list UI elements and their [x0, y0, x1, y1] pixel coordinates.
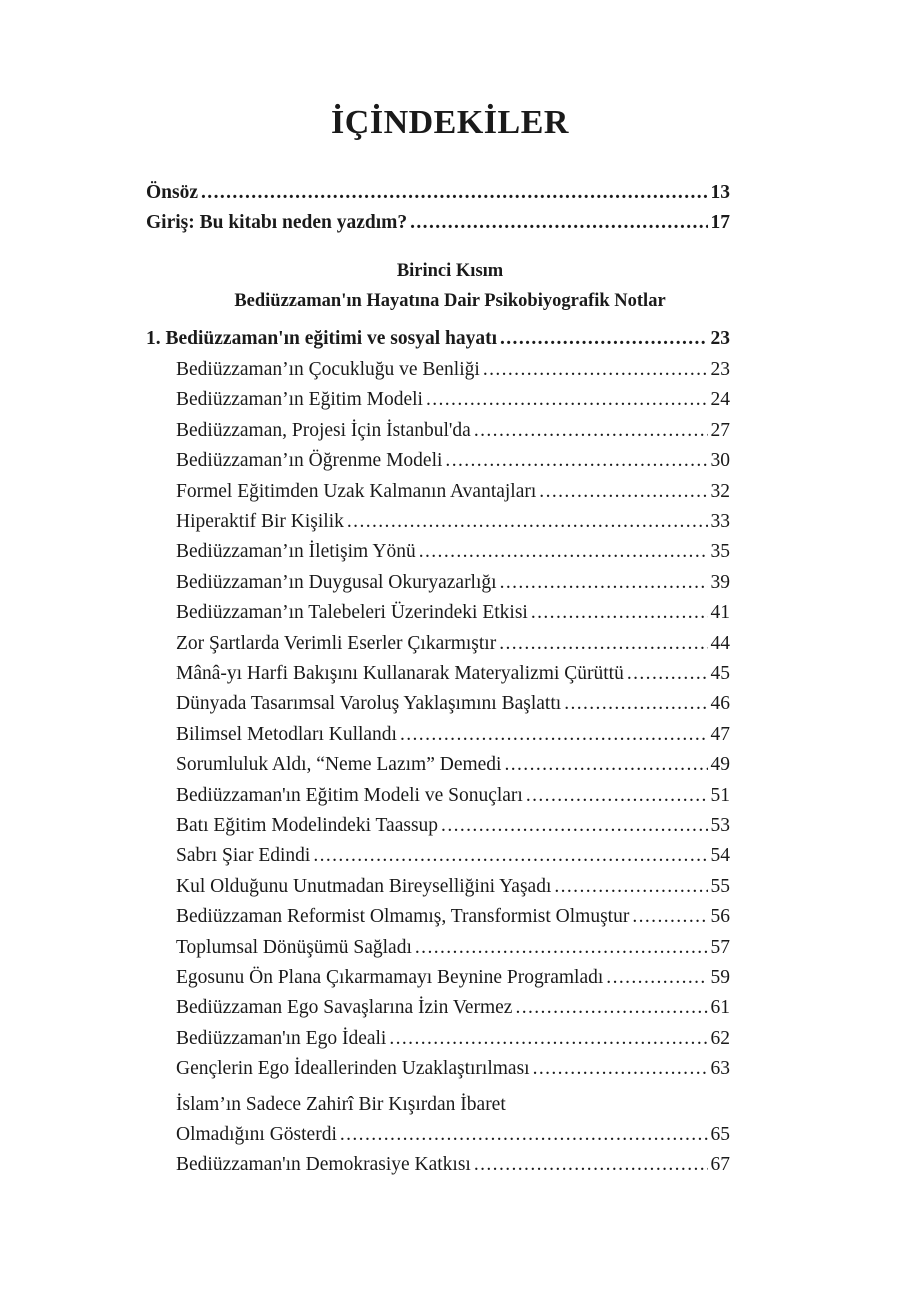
toc-page-number: 55: [710, 875, 730, 897]
toc-entry-label: Egosunu Ön Plana Çıkarmamayı Beynine Programladı: [176, 967, 604, 988]
toc-entry[interactable]: [176, 1024, 730, 1054]
toc-entry-label: Kul Olduğunu Unutmadan Bireyselliğini Yaşadı: [176, 875, 552, 897]
toc-entry[interactable]: [176, 598, 730, 628]
toc-entry[interactable]: [176, 477, 730, 507]
toc-chapter-1[interactable]: [146, 324, 730, 354]
toc-entry-label: Bediüzzaman’ın Talebeleri Üzerindeki Etkisi: [176, 602, 528, 624]
toc-entry-label: Bilimsel Metodları Kullandı: [176, 723, 397, 745]
toc-entry[interactable]: [176, 993, 730, 1023]
toc-page-number: 17: [710, 212, 730, 233]
dot-leader: [504, 750, 707, 780]
toc-entry-label: Bediüzzaman Ego Savaşlarına İzin Vermez: [176, 997, 513, 1019]
dot-leader: [474, 1150, 708, 1180]
toc-entry-label: Giriş: Bu kitabı neden yazdım?: [146, 212, 408, 233]
toc-entry-label: Sabrı Şiar Edindi: [176, 845, 311, 867]
toc-entry-label: Olmadığını Gösterdi: [176, 1124, 337, 1145]
toc-page-number: 59: [710, 967, 730, 988]
toc-page-number: 46: [710, 693, 730, 715]
dot-leader: [564, 689, 707, 719]
dot-leader: [533, 1054, 708, 1084]
toc-entry-label: Hiperaktif Bir Kişilik: [176, 511, 344, 532]
dot-leader: [531, 598, 708, 628]
toc-entry-label: Bediüzzaman, Projesi İçin İstanbul'da: [176, 419, 471, 441]
toc-page-number: 27: [710, 419, 730, 441]
dot-leader: [539, 477, 707, 507]
dot-leader: [419, 537, 708, 567]
toc-entry[interactable]: [176, 689, 730, 719]
toc-entry-label: Bediüzzaman’ın Öğrenme Modeli: [176, 450, 443, 472]
toc-entry-label: Bediüzzaman’ın Eğitim Modeli: [176, 389, 423, 411]
dot-leader: [606, 963, 707, 993]
dot-leader: [483, 355, 708, 385]
dot-leader: [499, 629, 707, 659]
toc-entry[interactable]: [176, 659, 730, 689]
dot-leader: [500, 568, 708, 598]
dot-leader: [400, 720, 708, 750]
toc-entry-label: Gençlerin Ego İdeallerinden Uzaklaştırılması: [176, 1058, 530, 1080]
dot-leader: [441, 811, 707, 841]
toc-entry[interactable]: [176, 841, 730, 871]
toc-page-number: 41: [710, 602, 730, 624]
toc-entry-label: Toplumsal Dönüşümü Sağladı: [176, 936, 412, 958]
dot-leader: [201, 178, 707, 208]
toc-entry-label: Zor Şartlarda Verimli Eserler Çıkarmıştır: [176, 632, 497, 654]
toc-entry[interactable]: [176, 507, 730, 537]
toc-page-number: 35: [710, 541, 730, 563]
toc-entry[interactable]: [176, 811, 730, 841]
toc-entry[interactable]: [176, 933, 730, 963]
toc-page-number: 30: [710, 450, 730, 472]
dot-leader: [445, 446, 707, 476]
toc-entry-label: Bediüzzaman’ın Çocukluğu ve Benliği: [176, 359, 480, 380]
toc-page-number: 44: [710, 632, 730, 654]
toc-entry-label: Batı Eğitim Modelindeki Taassup: [176, 815, 439, 836]
toc-page-number: 23: [710, 328, 730, 349]
toc-entry[interactable]: [176, 629, 730, 659]
toc-page-number: 53: [710, 815, 730, 836]
toc-entry-label: Sorumluluk Aldı, “Neme Lazım” Demedi: [176, 754, 502, 776]
toc-entry[interactable]: [176, 781, 730, 811]
toc-page-number: 49: [710, 754, 730, 776]
toc-entry[interactable]: [176, 537, 730, 567]
dot-leader: [474, 416, 708, 446]
dot-leader: [410, 208, 707, 238]
dot-leader: [627, 659, 708, 689]
toc-entry[interactable]: [176, 963, 730, 993]
toc-entry[interactable]: [176, 446, 730, 476]
toc-entry[interactable]: [176, 355, 730, 385]
toc-page-number: 33: [710, 511, 730, 532]
toc-entry-label: Bediüzzaman’ın İletişim Yönü: [176, 541, 416, 563]
toc-entry[interactable]: [176, 568, 730, 598]
dot-leader: [347, 507, 708, 537]
toc-page-number: 61: [710, 997, 730, 1019]
dot-leader: [554, 872, 707, 902]
part-number: Birinci Kısım: [396, 261, 504, 281]
toc-page-number: 57: [710, 936, 730, 958]
toc-entry[interactable]: [176, 902, 730, 932]
dot-leader: [526, 781, 708, 811]
toc-entry-label: Önsöz: [146, 182, 199, 203]
toc-page-number: 23: [710, 359, 730, 380]
dot-leader: [415, 933, 708, 963]
toc-page-number: 54: [710, 845, 730, 867]
toc-page-number: 63: [710, 1058, 730, 1080]
toc-entry-label: Bediüzzaman'ın Demokrasiye Katkısı: [176, 1154, 471, 1175]
toc-entry[interactable]: [176, 720, 730, 750]
toc-entry-label: Bediüzzaman Reformist Olmamış, Transformist Olmuştur: [176, 906, 630, 928]
part-title: Bediüzzaman'ın Hayatına Dair Psikobiyografik Notlar: [234, 291, 666, 311]
toc-page-number: 67: [710, 1154, 730, 1175]
dot-leader: [500, 324, 708, 354]
toc-entry-wrapped-line1[interactable]: İslam’ın Sadece Zahirî Bir Kışırdan İbaret: [176, 1094, 506, 1115]
toc-entry[interactable]: [176, 385, 730, 415]
toc-entry-wrapped[interactable]: [176, 1120, 730, 1150]
toc-page-number: 24: [710, 389, 730, 411]
toc-page-number: 32: [710, 480, 730, 502]
toc-page-number: 13: [710, 182, 730, 203]
page-title: İÇİNDEKİLER: [331, 104, 569, 141]
toc-entry[interactable]: [176, 872, 730, 902]
toc-entry-demokrasi[interactable]: [176, 1150, 730, 1180]
toc-entry[interactable]: [176, 1054, 730, 1084]
toc-entry-label: Dünyada Tasarımsal Varoluş Yaklaşımını Başlattı: [176, 693, 562, 715]
dot-leader: [389, 1024, 707, 1054]
toc-entry-label: Formel Eğitimden Uzak Kalmanın Avantajları: [176, 480, 537, 502]
toc-page-number: 39: [710, 571, 730, 593]
dot-leader: [340, 1120, 708, 1150]
toc-page-number: 56: [710, 906, 730, 928]
dot-leader: [515, 993, 707, 1023]
toc-entry-label: 1. Bediüzzaman'ın eğitimi ve sosyal hayatı: [146, 328, 497, 349]
toc-entry-label: Bediüzzaman'ın Eğitim Modeli ve Sonuçları: [176, 784, 523, 806]
toc-entry-label: Mânâ-yı Harfi Bakışını Kullanarak Materyalizmi Çürüttü: [176, 663, 624, 684]
toc-entry[interactable]: [176, 416, 730, 446]
toc-entry-giris[interactable]: [146, 208, 730, 238]
toc-page-number: 51: [710, 784, 730, 806]
toc-entry-onsoz[interactable]: [146, 178, 730, 208]
toc-page-number: 47: [710, 723, 730, 745]
dot-leader: [426, 385, 708, 415]
dot-leader: [632, 902, 707, 932]
toc-entry-label: Bediüzzaman’ın Duygusal Okuryazarlığı: [176, 571, 497, 593]
dot-leader: [313, 841, 707, 871]
toc-page-number: 45: [710, 663, 730, 684]
toc-page-number: 65: [710, 1124, 730, 1145]
toc-entry-label: Bediüzzaman'ın Ego İdeali: [176, 1027, 387, 1049]
toc-page-number: 62: [710, 1027, 730, 1049]
toc-entry[interactable]: [176, 750, 730, 780]
